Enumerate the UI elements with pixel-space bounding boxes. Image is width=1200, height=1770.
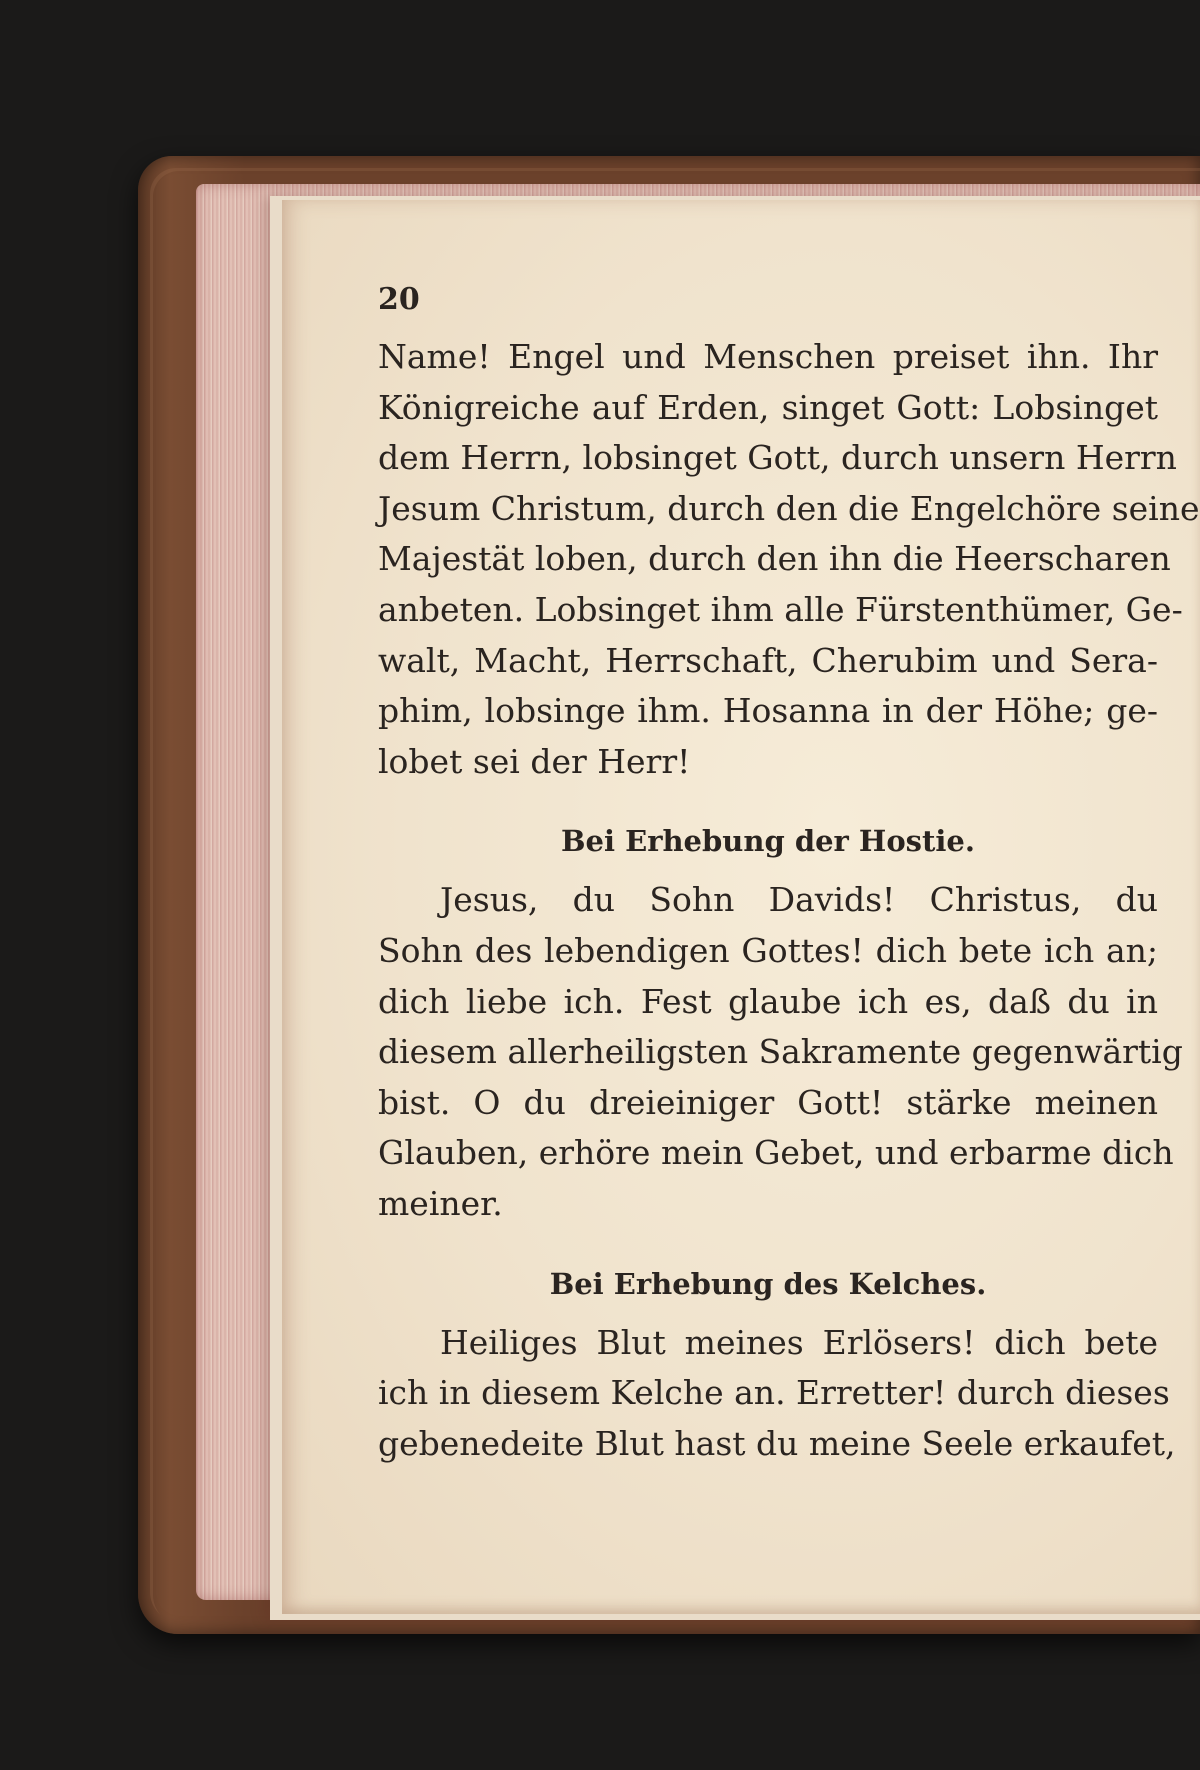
text-line: Majestät loben, durch den ihn die Heerscharen xyxy=(378,539,1171,579)
text-line: lobet sei der Herr! xyxy=(378,741,691,781)
text-line: Heiliges Blut meines Erlösers! dich bete xyxy=(440,1322,1158,1362)
section-heading-host: Bei Erhebung der Hostie. xyxy=(561,824,975,859)
text-line: ich in diesem Kelche an. Erretter! durch dieses xyxy=(378,1373,1170,1413)
text-line: meiner. xyxy=(378,1183,503,1223)
text-line: dem Herrn, lobsinget Gott, durch unsern Herrn xyxy=(378,438,1177,478)
text-line: phim, lobsinge ihm. Hosanna in der Höhe; ge- xyxy=(378,691,1158,731)
text-line: Name! Engel und Menschen preiset ihn. Ihr xyxy=(378,337,1158,376)
text-line: Jesum Christum, durch den die Engelchöre seine xyxy=(378,488,1200,528)
paragraph-praise xyxy=(378,332,1200,787)
paragraph-chalice xyxy=(378,1318,1176,1470)
page-content xyxy=(378,280,1200,1469)
text-line: Königreiche auf Erden, singet Gott: Lobsinget xyxy=(378,387,1158,427)
book-page xyxy=(282,200,1200,1614)
text-line: diesem allerheiligsten Sakramente gegenwärtig xyxy=(378,1032,1183,1072)
text-line: Sohn des lebendigen Gottes! dich bete ich an; xyxy=(378,930,1158,970)
text-line: Jesus, du Sohn Davids! Christus, du xyxy=(440,880,1158,920)
section-heading-chalice: Bei Erhebung des Kelches. xyxy=(549,1266,987,1301)
text-line: walt, Macht, Herrschaft, Cherubim und Sera- xyxy=(378,640,1158,680)
text-line: gebenedeite Blut hast du meine Seele erkaufet, xyxy=(378,1423,1176,1463)
text-line: Glauben, erhöre mein Gebet, und erbarme dich xyxy=(378,1133,1174,1173)
paragraph-host xyxy=(378,875,1183,1229)
text-line: anbeten. Lobsinget ihm alle Fürstenthümer, Ge- xyxy=(378,589,1183,629)
page-number: 20 xyxy=(378,282,420,317)
text-line: bist. O du dreieiniger Gott! stärke meinen xyxy=(378,1082,1158,1122)
text-line: dich liebe ich. Fest glaube ich es, daß du in xyxy=(378,981,1158,1021)
